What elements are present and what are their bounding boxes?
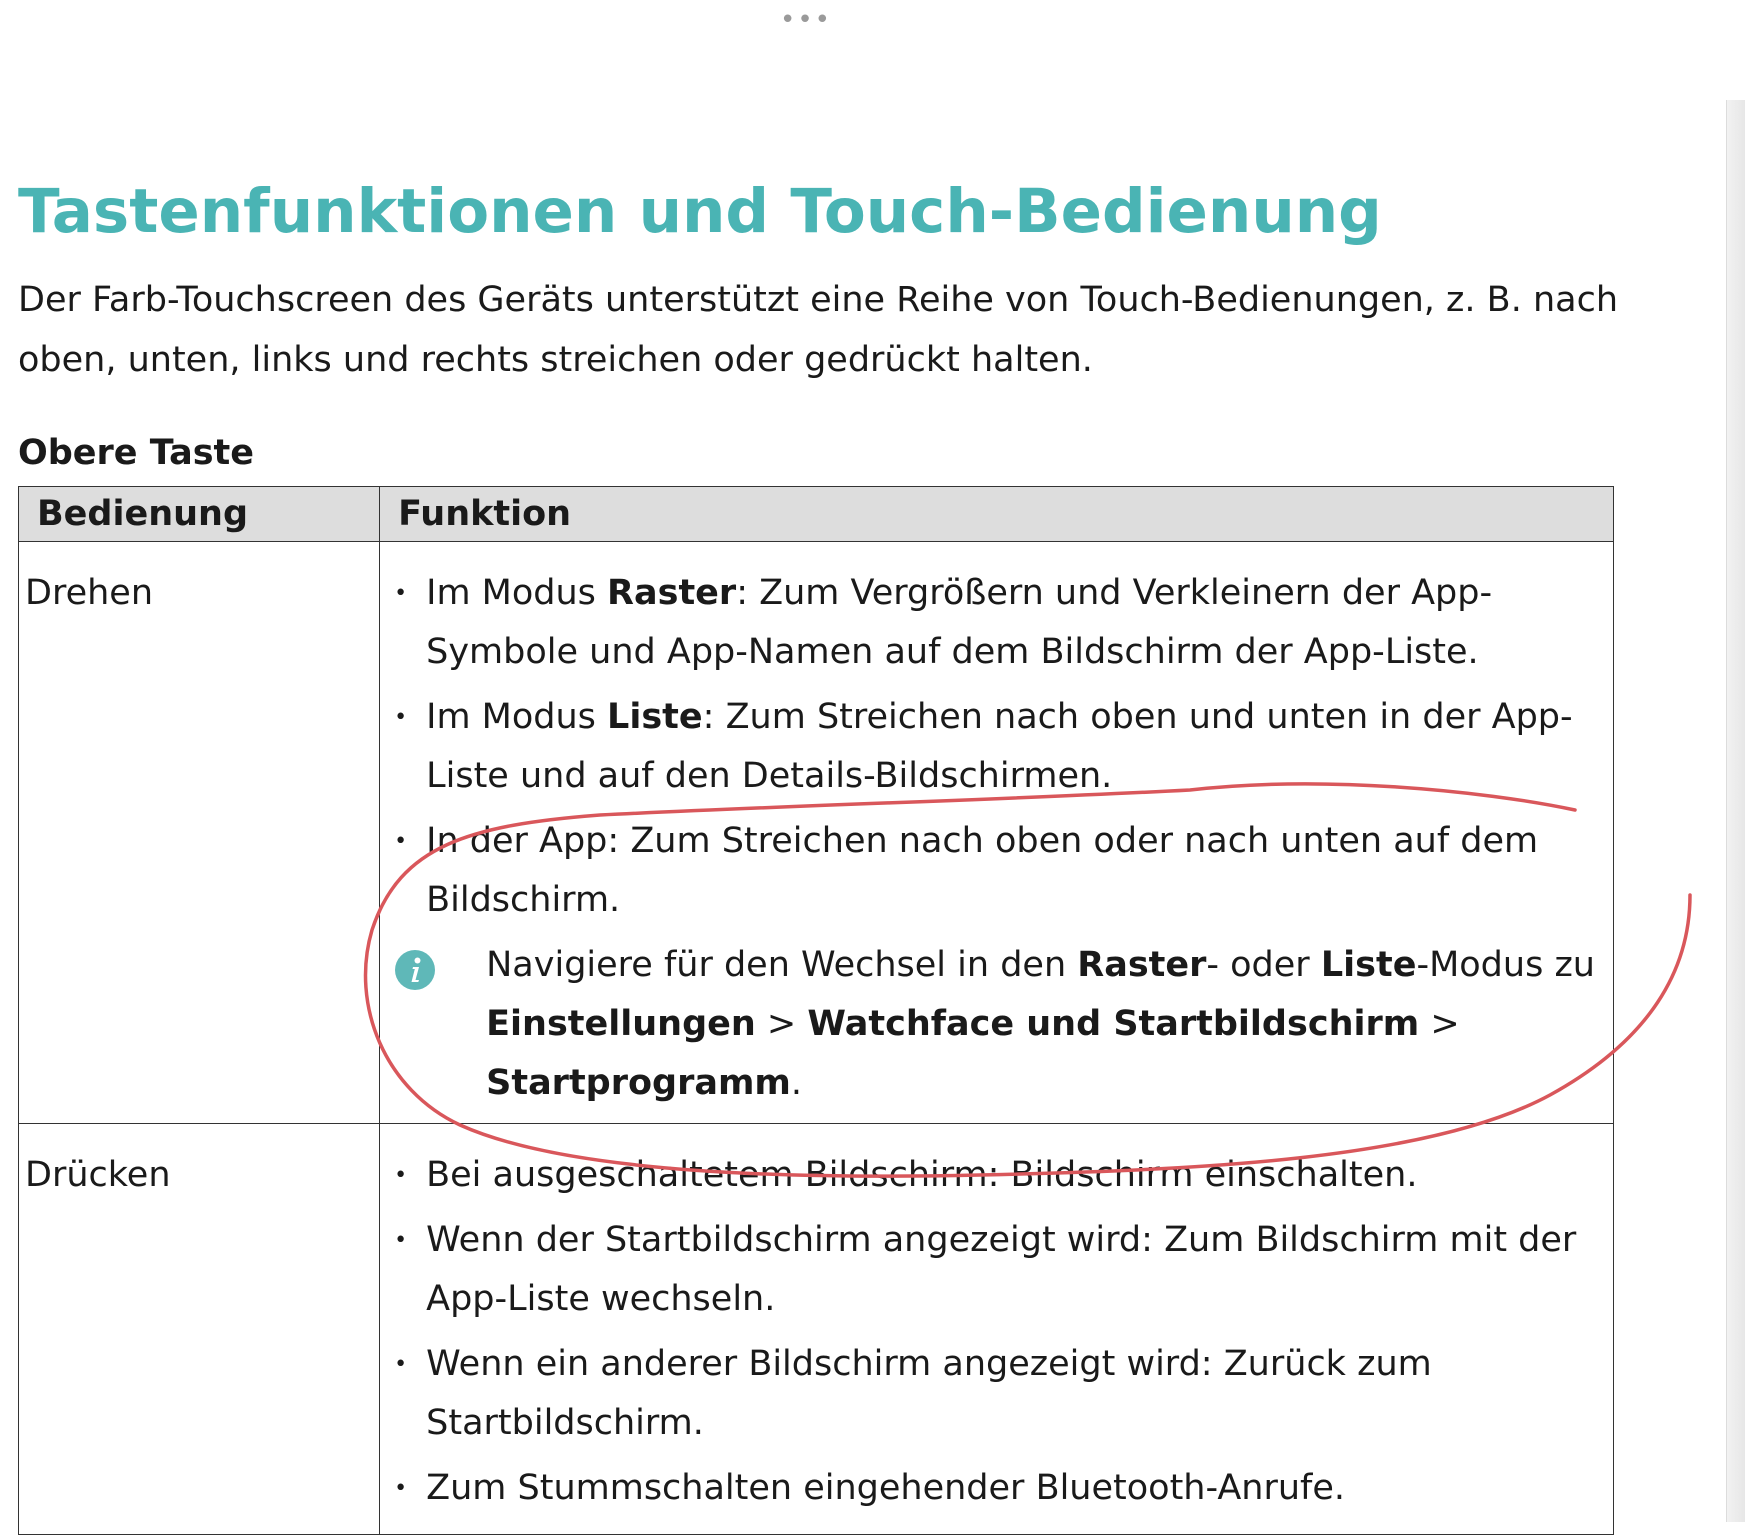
- bullet: •: [394, 1228, 408, 1253]
- mode-name: Raster: [607, 573, 737, 613]
- note-bold: Startprogramm: [486, 1063, 791, 1103]
- info-note: [394, 936, 1595, 1113]
- note-bold: Watchface und Startbildschirm: [807, 1004, 1420, 1044]
- note-bold: Raster: [1077, 945, 1207, 985]
- table-header-row: [19, 487, 1614, 542]
- table-row-druecken: [19, 1124, 1614, 1535]
- item-text: Zum Stummschalten eingehender Bluetooth-Anrufe.: [426, 1468, 1346, 1508]
- note-text: .: [790, 1063, 803, 1103]
- item-text: App-Liste wechseln.: [426, 1279, 776, 1319]
- mode-name: Liste: [607, 697, 703, 737]
- bullet: •: [394, 1476, 408, 1501]
- function-cell: [380, 542, 1614, 1124]
- page-title: Tastenfunktionen und Touch-Bedienung: [18, 176, 1382, 247]
- list-item: [394, 812, 1595, 930]
- header-function: Funktion: [380, 487, 1614, 542]
- list-item: [394, 1459, 1595, 1518]
- operation-cell: Drehen: [19, 542, 380, 1124]
- viewer-top-bar: [0, 0, 1745, 100]
- bullet: •: [394, 829, 408, 854]
- operation-cell: Drücken: [19, 1124, 380, 1535]
- bullet: •: [394, 1352, 408, 1377]
- intro-line: oben, unten, links und rechts streichen oder gedrückt halten.: [18, 340, 1093, 380]
- list-item: [394, 1146, 1595, 1205]
- item-text: Im Modus: [426, 573, 608, 613]
- intro-line: Der Farb-Touchscreen des Geräts unterstützt eine Reihe von Touch-Bedienungen, z. B. nach: [18, 280, 1619, 320]
- note-bold: Einstellungen: [486, 1004, 756, 1044]
- item-text: : Zum Streichen nach oben und unten in der App-: [702, 697, 1573, 737]
- note-text: -Modus zu: [1416, 945, 1595, 985]
- note-text: >: [755, 1004, 808, 1044]
- table-row-drehen: [19, 542, 1614, 1124]
- bullet: •: [394, 1163, 408, 1188]
- note-text: >: [1419, 1004, 1460, 1044]
- item-text: Wenn ein anderer Bildschirm angezeigt wird: Zurück zum: [426, 1344, 1432, 1384]
- function-cell: [380, 1124, 1614, 1535]
- item-text: Startbildschirm.: [426, 1403, 704, 1443]
- item-text: Bildschirm.: [426, 880, 621, 920]
- page-edge: [1726, 100, 1745, 1522]
- header-operation: Bedienung: [19, 487, 380, 542]
- list-item: [394, 1335, 1595, 1453]
- list-item: [394, 688, 1595, 806]
- info-icon: [394, 949, 436, 991]
- item-text: Symbole und App-Namen auf dem Bildschirm der App-Liste.: [426, 632, 1479, 672]
- list-item: [394, 1211, 1595, 1329]
- operations-table: [18, 486, 1614, 1535]
- item-text: Wenn der Startbildschirm angezeigt wird: Zum Bildschirm mit der: [426, 1220, 1577, 1260]
- note-bold: Liste: [1320, 945, 1417, 985]
- item-text: In der App: Zum Streichen nach oben oder nach unten auf dem: [426, 821, 1539, 861]
- item-text: Liste und auf den Details-Bildschirmen.: [426, 756, 1113, 796]
- list-item: [394, 564, 1595, 682]
- more-dots-icon[interactable]: •••: [780, 5, 833, 35]
- note-text: Navigiere für den Wechsel in den: [486, 945, 1078, 985]
- item-text: : Zum Vergrößern und Verkleinern der App-: [736, 573, 1493, 613]
- item-text: Bei ausgeschaltetem Bildschirm: Bildschirm einschalten.: [426, 1155, 1418, 1195]
- bullet: •: [394, 705, 408, 730]
- intro-paragraph: [18, 270, 1638, 390]
- item-text: Im Modus: [426, 697, 608, 737]
- section-heading: Obere Taste: [18, 433, 255, 473]
- note-text: - oder: [1206, 945, 1321, 985]
- bullet: •: [394, 581, 408, 606]
